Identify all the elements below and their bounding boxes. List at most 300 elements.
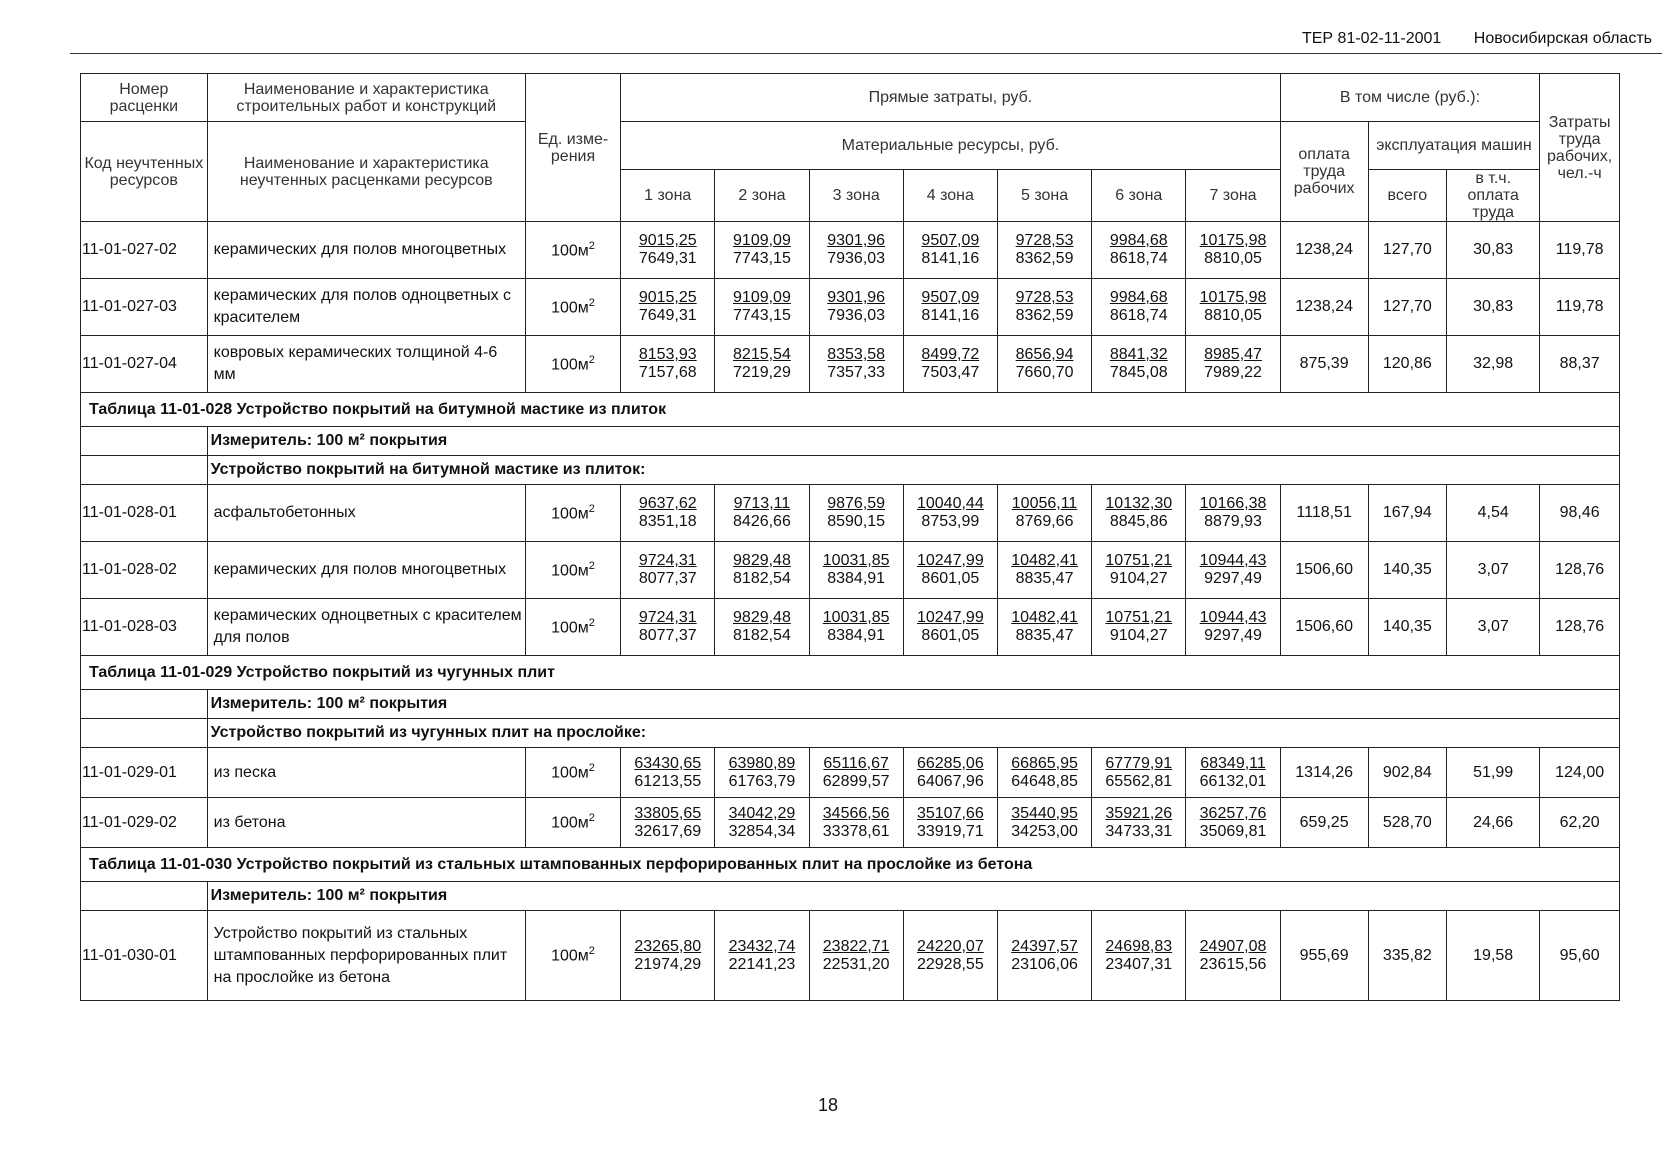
work-name: Устройство покрытий из стальных штампованных перфорированных плит на прослойке из бетона [207, 911, 525, 1001]
material-cost-value: 7357,33 [827, 364, 886, 381]
direct-cost-value: 24397,57 [1011, 937, 1078, 955]
material-cost-value: 23407,31 [1105, 955, 1173, 973]
table-row [81, 542, 1620, 599]
material-cost-value: 9104,27 [1109, 570, 1168, 587]
material-cost-value: 9104,27 [1109, 627, 1168, 644]
direct-cost-value: 67779,91 [1105, 754, 1173, 772]
rate-code: 11-01-027-03 [81, 279, 208, 336]
section-row [81, 427, 1620, 456]
unit-cell: $100м^2$ [525, 542, 620, 599]
material-cost-value: 34253,00 [1011, 822, 1078, 840]
material-cost-value: 22141,23 [728, 955, 796, 973]
zone-cost-cell [715, 222, 809, 279]
section-row [81, 848, 1620, 882]
direct-cost-value: 24220,07 [916, 937, 984, 955]
material-cost-value: 8845,86 [1109, 513, 1168, 530]
rate-code: 11-01-029-02 [81, 798, 208, 848]
machines-total-cell: 335,82 [1368, 911, 1447, 1001]
unit-value: 100м [551, 356, 589, 374]
labor-cell: 124,00 [1540, 748, 1620, 798]
direct-cost-value: 68349,11 [1200, 754, 1266, 772]
unit-value: 100м [551, 947, 589, 965]
zone-cost-cell [1186, 485, 1280, 542]
work-name: из песка [207, 748, 525, 798]
material-cost-value: 8835,47 [1015, 627, 1074, 644]
material-cost-value: 64067,96 [916, 772, 984, 790]
direct-cost-value: 23265,80 [634, 937, 702, 955]
zone-cost-cell [621, 798, 715, 848]
material-cost-value: 8426,66 [733, 513, 791, 530]
rate-code: 11-01-029-01 [81, 748, 208, 798]
material-cost-value: 7743,15 [733, 307, 791, 324]
unit-value: 100м [551, 505, 589, 523]
machines-wage-cell: 3,07 [1447, 599, 1540, 656]
material-cost-value: 8141,16 [921, 250, 980, 267]
zone-cost-cell [903, 279, 997, 336]
zone-cost-cell [715, 911, 809, 1001]
zone-cost-cell [1092, 542, 1186, 599]
table-row [81, 485, 1620, 542]
direct-cost-value: 9637,62 [638, 495, 697, 512]
material-cost-value: 7219,29 [733, 364, 791, 381]
empty-cell [81, 882, 208, 911]
zone-cost-cell [715, 748, 809, 798]
direct-cost-value: 9984,68 [1109, 289, 1168, 306]
direct-cost-value: 9728,53 [1015, 289, 1074, 306]
section-row [81, 690, 1620, 719]
wage-cell: 1238,24 [1280, 279, 1368, 336]
measure-unit-label: Измеритель: 100 м² покрытия [207, 427, 1619, 456]
material-cost-value: 9297,49 [1204, 627, 1262, 644]
unit-cell: $100м^2$ [525, 748, 620, 798]
zone-cost-cell [1092, 336, 1186, 393]
material-cost-value: 8601,05 [921, 570, 980, 587]
table-section-title: Таблица 11-01-029 Устройство покрытий из чугунных плит [81, 656, 1620, 690]
material-cost-value: 8362,59 [1015, 307, 1074, 324]
material-cost-value: 7989,22 [1204, 364, 1262, 381]
zone-cost-cell [1186, 911, 1280, 1001]
work-name: керамических для полов одноцветных с красителем [207, 279, 525, 336]
direct-cost-value: 9507,09 [921, 232, 980, 249]
material-cost-value: 8077,37 [638, 627, 697, 644]
zone-header: 6 зона [1092, 170, 1186, 222]
material-cost-value: 8835,47 [1015, 570, 1074, 587]
col-header-wage: оплата труда рабочих [1280, 122, 1368, 222]
region-name: Новосибирская область [1473, 30, 1652, 47]
col-header-machines-wage: в т.ч. оплата труда [1447, 170, 1540, 222]
zone-cost-cell [621, 748, 715, 798]
material-cost-value: 32617,69 [634, 822, 702, 840]
rates-table [80, 73, 1620, 1001]
unit-value: 100м [551, 814, 589, 832]
direct-cost-value: 10040,44 [916, 495, 984, 512]
zone-cost-cell [1186, 279, 1280, 336]
section-row [81, 719, 1620, 748]
direct-cost-value: 10031,85 [822, 552, 890, 569]
direct-cost-value: 10944,43 [1199, 552, 1267, 569]
zone-cost-cell [621, 279, 715, 336]
direct-cost-value: 9301,96 [827, 232, 886, 249]
table-row [81, 279, 1620, 336]
wage-cell: 1506,60 [1280, 542, 1368, 599]
labor-cell: 95,60 [1540, 911, 1620, 1001]
subsection-label: Устройство покрытий из чугунных плит на прослойке: [207, 719, 1619, 748]
material-cost-value: 8077,37 [638, 570, 697, 587]
material-cost-value: 8182,54 [733, 627, 791, 644]
wage-cell: 875,39 [1280, 336, 1368, 393]
labor-cell: 128,76 [1540, 599, 1620, 656]
direct-cost-value: 10247,99 [916, 552, 984, 569]
unit-cell: $100м^2$ [525, 911, 620, 1001]
header-rule [70, 53, 1662, 54]
material-cost-value: 7649,31 [638, 250, 697, 267]
col-header-resource-code: Код неучтенных ресурсов [81, 122, 208, 222]
section-row [81, 456, 1620, 485]
direct-cost-value: 35440,95 [1011, 804, 1078, 822]
material-cost-value: 23615,56 [1199, 955, 1267, 973]
machines-total-cell: 140,35 [1368, 542, 1447, 599]
subsection-label: Устройство покрытий на битумной мастике из плиток: [207, 456, 1619, 485]
zone-header: 2 зона [715, 170, 809, 222]
machines-total-cell: 528,70 [1368, 798, 1447, 848]
material-cost-value: 8879,93 [1204, 513, 1262, 530]
material-cost-value: 8384,91 [827, 627, 886, 644]
machines-total-cell: 167,94 [1368, 485, 1447, 542]
work-name: керамических одноцветных с красителем для полов [207, 599, 525, 656]
unit-cell: $100м^2$ [525, 798, 620, 848]
direct-cost-value: 10166,38 [1199, 495, 1267, 512]
zone-cost-cell [1186, 748, 1280, 798]
zone-cost-cell [903, 485, 997, 542]
direct-cost-value: 8499,72 [921, 346, 980, 363]
zone-cost-cell [715, 485, 809, 542]
zone-cost-cell [1092, 798, 1186, 848]
machines-wage-cell: 19,58 [1447, 911, 1540, 1001]
direct-cost-value: 8985,47 [1204, 346, 1262, 363]
zone-cost-cell [621, 336, 715, 393]
material-cost-value: 8601,05 [921, 627, 980, 644]
direct-cost-value: 9507,09 [921, 289, 980, 306]
col-header-direct-costs: Прямые затраты, руб. [621, 74, 1281, 122]
col-header-work-name: Наименование и характеристика строительных работ и конструкций [207, 74, 525, 122]
zone-cost-cell [809, 279, 903, 336]
material-cost-value: 7157,68 [638, 364, 697, 381]
rate-code: 11-01-028-02 [81, 542, 208, 599]
material-cost-value: 65562,81 [1105, 772, 1173, 790]
direct-cost-value: 10944,43 [1199, 609, 1267, 626]
work-name: керамических для полов многоцветных [207, 542, 525, 599]
work-name: из бетона [207, 798, 525, 848]
direct-cost-value: 8215,54 [733, 346, 791, 363]
zone-cost-cell [621, 222, 715, 279]
direct-cost-value: 34566,56 [822, 804, 890, 822]
zone-cost-cell [715, 798, 809, 848]
material-cost-value: 8141,16 [921, 307, 980, 324]
zone-cost-cell [903, 798, 997, 848]
zone-cost-cell [997, 485, 1091, 542]
rate-code: 11-01-030-01 [81, 911, 208, 1001]
col-header-machines-total: всего [1368, 170, 1447, 222]
unit-value: 100м [551, 562, 589, 580]
direct-cost-value: 9109,09 [733, 289, 791, 306]
material-cost-value: 35069,81 [1199, 822, 1267, 840]
direct-cost-value: 10175,98 [1199, 289, 1267, 306]
direct-cost-value: 63430,65 [634, 754, 702, 772]
zone-cost-cell [715, 279, 809, 336]
zone-cost-cell [997, 599, 1091, 656]
material-cost-value: 7660,70 [1015, 364, 1074, 381]
direct-cost-value: 10031,85 [822, 609, 890, 626]
section-row [81, 882, 1620, 911]
zone-cost-cell [997, 542, 1091, 599]
direct-cost-value: 9876,59 [827, 495, 886, 512]
direct-cost-value: 9109,09 [733, 232, 791, 249]
col-header-machines: эксплуатация машин [1368, 122, 1540, 170]
empty-cell [81, 690, 208, 719]
col-header-materials: Материальные ресурсы, руб. [621, 122, 1281, 170]
direct-cost-value: 10482,41 [1011, 609, 1078, 626]
rate-code: 11-01-027-04 [81, 336, 208, 393]
zone-cost-cell [809, 748, 903, 798]
labor-cell: 88,37 [1540, 336, 1620, 393]
labor-cell: 98,46 [1540, 485, 1620, 542]
zone-cost-cell [715, 542, 809, 599]
table-row [81, 798, 1620, 848]
direct-cost-value: 34042,29 [728, 804, 796, 822]
zone-cost-cell [1186, 798, 1280, 848]
machines-wage-cell: 30,83 [1447, 222, 1540, 279]
material-cost-value: 66132,01 [1199, 772, 1267, 790]
labor-cell: 128,76 [1540, 542, 1620, 599]
material-cost-value: 8753,99 [921, 513, 980, 530]
material-cost-value: 21974,29 [634, 955, 702, 973]
material-cost-value: 33378,61 [822, 822, 890, 840]
unit-value: 100м [551, 619, 589, 637]
zone-cost-cell [903, 222, 997, 279]
work-name: асфальтобетонных [207, 485, 525, 542]
work-name: ковровых керамических толщиной 4-6 мм [207, 336, 525, 393]
table-section-title: Таблица 11-01-028 Устройство покрытий на битумной мастике из плиток [81, 393, 1620, 427]
zone-cost-cell [997, 222, 1091, 279]
direct-cost-value: 9829,48 [733, 609, 791, 626]
direct-cost-value: 24698,83 [1105, 937, 1173, 955]
material-cost-value: 23106,06 [1011, 955, 1078, 973]
material-cost-value: 8590,15 [827, 513, 886, 530]
material-cost-value: 8810,05 [1204, 307, 1262, 324]
direct-cost-value: 36257,76 [1199, 804, 1267, 822]
work-name: керамических для полов многоцветных [207, 222, 525, 279]
zone-cost-cell [809, 485, 903, 542]
table-row [81, 222, 1620, 279]
zone-cost-cell [903, 911, 997, 1001]
zone-header: 5 зона [997, 170, 1091, 222]
wage-cell: 955,69 [1280, 911, 1368, 1001]
material-cost-value: 7936,03 [827, 307, 886, 324]
table-row [81, 336, 1620, 393]
direct-cost-value: 33805,65 [634, 804, 702, 822]
zone-cost-cell [997, 336, 1091, 393]
zone-cost-cell [621, 542, 715, 599]
material-cost-value: 8618,74 [1109, 250, 1168, 267]
zone-cost-cell [903, 336, 997, 393]
zone-cost-cell [809, 336, 903, 393]
labor-cell: 62,20 [1540, 798, 1620, 848]
document-header [1274, 30, 1652, 48]
labor-cell: 119,78 [1540, 222, 1620, 279]
direct-cost-value: 35921,26 [1105, 804, 1173, 822]
direct-cost-value: 8353,58 [827, 346, 886, 363]
direct-cost-value: 10175,98 [1199, 232, 1267, 249]
direct-cost-value: 23432,74 [728, 937, 796, 955]
wage-cell: 1314,26 [1280, 748, 1368, 798]
machines-wage-cell: 4,54 [1447, 485, 1540, 542]
zone-cost-cell [621, 911, 715, 1001]
zone-cost-cell [1092, 485, 1186, 542]
direct-cost-value: 24907,08 [1199, 937, 1267, 955]
direct-cost-value: 9015,25 [638, 232, 697, 249]
empty-cell [81, 719, 208, 748]
zone-cost-cell [903, 542, 997, 599]
unit-cell: $100м^2$ [525, 222, 620, 279]
unit-value: 100м [551, 764, 589, 782]
table-row [81, 599, 1620, 656]
col-header-including: В том числе (руб.): [1280, 74, 1540, 122]
direct-cost-value: 8153,93 [638, 346, 697, 363]
unit-cell: $100м^2$ [525, 279, 620, 336]
direct-cost-value: 35107,66 [916, 804, 984, 822]
zone-cost-cell [1186, 222, 1280, 279]
machines-total-cell: 140,35 [1368, 599, 1447, 656]
material-cost-value: 8618,74 [1109, 307, 1168, 324]
direct-cost-value: 66865,95 [1011, 754, 1078, 772]
zone-cost-cell [715, 336, 809, 393]
rate-code: 11-01-028-03 [81, 599, 208, 656]
section-row [81, 656, 1620, 690]
zone-header: 7 зона [1186, 170, 1280, 222]
direct-cost-value: 9728,53 [1015, 232, 1074, 249]
direct-cost-value: 9713,11 [733, 495, 791, 512]
zone-header: 3 зона [809, 170, 903, 222]
machines-total-cell: 902,84 [1368, 748, 1447, 798]
direct-cost-value: 66285,06 [916, 754, 984, 772]
direct-cost-value: 63980,89 [728, 754, 796, 772]
machines-total-cell: 127,70 [1368, 279, 1447, 336]
zone-header: 4 зона [903, 170, 997, 222]
zone-cost-cell [621, 485, 715, 542]
machines-total-cell: 127,70 [1368, 222, 1447, 279]
direct-cost-value: 9724,31 [638, 609, 697, 626]
empty-cell [81, 427, 208, 456]
table-row [81, 748, 1620, 798]
zone-cost-cell [903, 599, 997, 656]
col-header-unit: Ед. изме-рения [525, 74, 620, 222]
material-cost-value: 61763,79 [728, 772, 796, 790]
zone-cost-cell [1186, 599, 1280, 656]
unit-value: 100м [551, 299, 589, 317]
material-cost-value: 7845,08 [1109, 364, 1168, 381]
zone-cost-cell [809, 911, 903, 1001]
zone-cost-cell [809, 798, 903, 848]
direct-cost-value: 9724,31 [638, 552, 697, 569]
col-header-labor: Затраты труда рабочих, чел.-ч [1540, 74, 1620, 222]
page-number: 18 [818, 1095, 839, 1115]
material-cost-value: 32854,34 [728, 822, 796, 840]
zone-cost-cell [997, 798, 1091, 848]
empty-cell [81, 456, 208, 485]
material-cost-value: 61213,55 [634, 772, 702, 790]
material-cost-value: 22531,20 [822, 955, 890, 973]
direct-cost-value: 23822,71 [822, 937, 890, 955]
material-cost-value: 8362,59 [1015, 250, 1074, 267]
unit-cell: $100м^2$ [525, 485, 620, 542]
labor-cell: 119,78 [1540, 279, 1620, 336]
material-cost-value: 62899,57 [822, 772, 890, 790]
machines-wage-cell: 32,98 [1447, 336, 1540, 393]
machines-wage-cell: 3,07 [1447, 542, 1540, 599]
rate-code: 11-01-028-01 [81, 485, 208, 542]
wage-cell: 1118,51 [1280, 485, 1368, 542]
zone-cost-cell [1092, 222, 1186, 279]
zone-cost-cell [1186, 336, 1280, 393]
zone-cost-cell [997, 279, 1091, 336]
norm-code: ТЕР 81-02-11-2001 [1301, 30, 1442, 47]
zone-cost-cell [809, 222, 903, 279]
direct-cost-value: 8656,94 [1015, 346, 1074, 363]
machines-wage-cell: 51,99 [1447, 748, 1540, 798]
direct-cost-value: 9015,25 [638, 289, 697, 306]
col-header-resource-name: Наименование и характеристика неучтенных расценками ресурсов [207, 122, 525, 222]
material-cost-value: 64648,85 [1011, 772, 1078, 790]
direct-cost-value: 9984,68 [1109, 232, 1168, 249]
wage-cell: 1238,24 [1280, 222, 1368, 279]
table-section-title: Таблица 11-01-030 Устройство покрытий из стальных штампованных перфорированных плит на прослойке из бетона [81, 848, 1620, 882]
zone-cost-cell [809, 542, 903, 599]
material-cost-value: 7503,47 [921, 364, 980, 381]
rate-code: 11-01-027-02 [81, 222, 208, 279]
material-cost-value: 7649,31 [638, 307, 697, 324]
material-cost-value: 8182,54 [733, 570, 791, 587]
direct-cost-value: 10482,41 [1011, 552, 1078, 569]
material-cost-value: 8810,05 [1204, 250, 1262, 267]
machines-total-cell: 120,86 [1368, 336, 1447, 393]
material-cost-value: 33919,71 [916, 822, 984, 840]
material-cost-value: 9297,49 [1204, 570, 1262, 587]
zone-cost-cell [997, 748, 1091, 798]
zone-cost-cell [1186, 542, 1280, 599]
unit-value: 100м [551, 242, 589, 260]
material-cost-value: 7936,03 [827, 250, 886, 267]
material-cost-value: 8769,66 [1015, 513, 1074, 530]
zone-header: 1 зона [621, 170, 715, 222]
direct-cost-value: 9829,48 [733, 552, 791, 569]
zone-cost-cell [997, 911, 1091, 1001]
machines-wage-cell: 30,83 [1447, 279, 1540, 336]
measure-unit-label: Измеритель: 100 м² покрытия [207, 882, 1619, 911]
direct-cost-value: 10132,30 [1105, 495, 1173, 512]
machines-wage-cell: 24,66 [1447, 798, 1540, 848]
direct-cost-value: 10056,11 [1011, 495, 1078, 512]
wage-cell: 1506,60 [1280, 599, 1368, 656]
zone-cost-cell [809, 599, 903, 656]
section-row [81, 393, 1620, 427]
direct-cost-value: 10751,21 [1105, 552, 1173, 569]
material-cost-value: 7743,15 [733, 250, 791, 267]
material-cost-value: 22928,55 [916, 955, 984, 973]
zone-cost-cell [715, 599, 809, 656]
direct-cost-value: 10247,99 [916, 609, 984, 626]
zone-cost-cell [903, 748, 997, 798]
unit-cell: $100м^2$ [525, 599, 620, 656]
